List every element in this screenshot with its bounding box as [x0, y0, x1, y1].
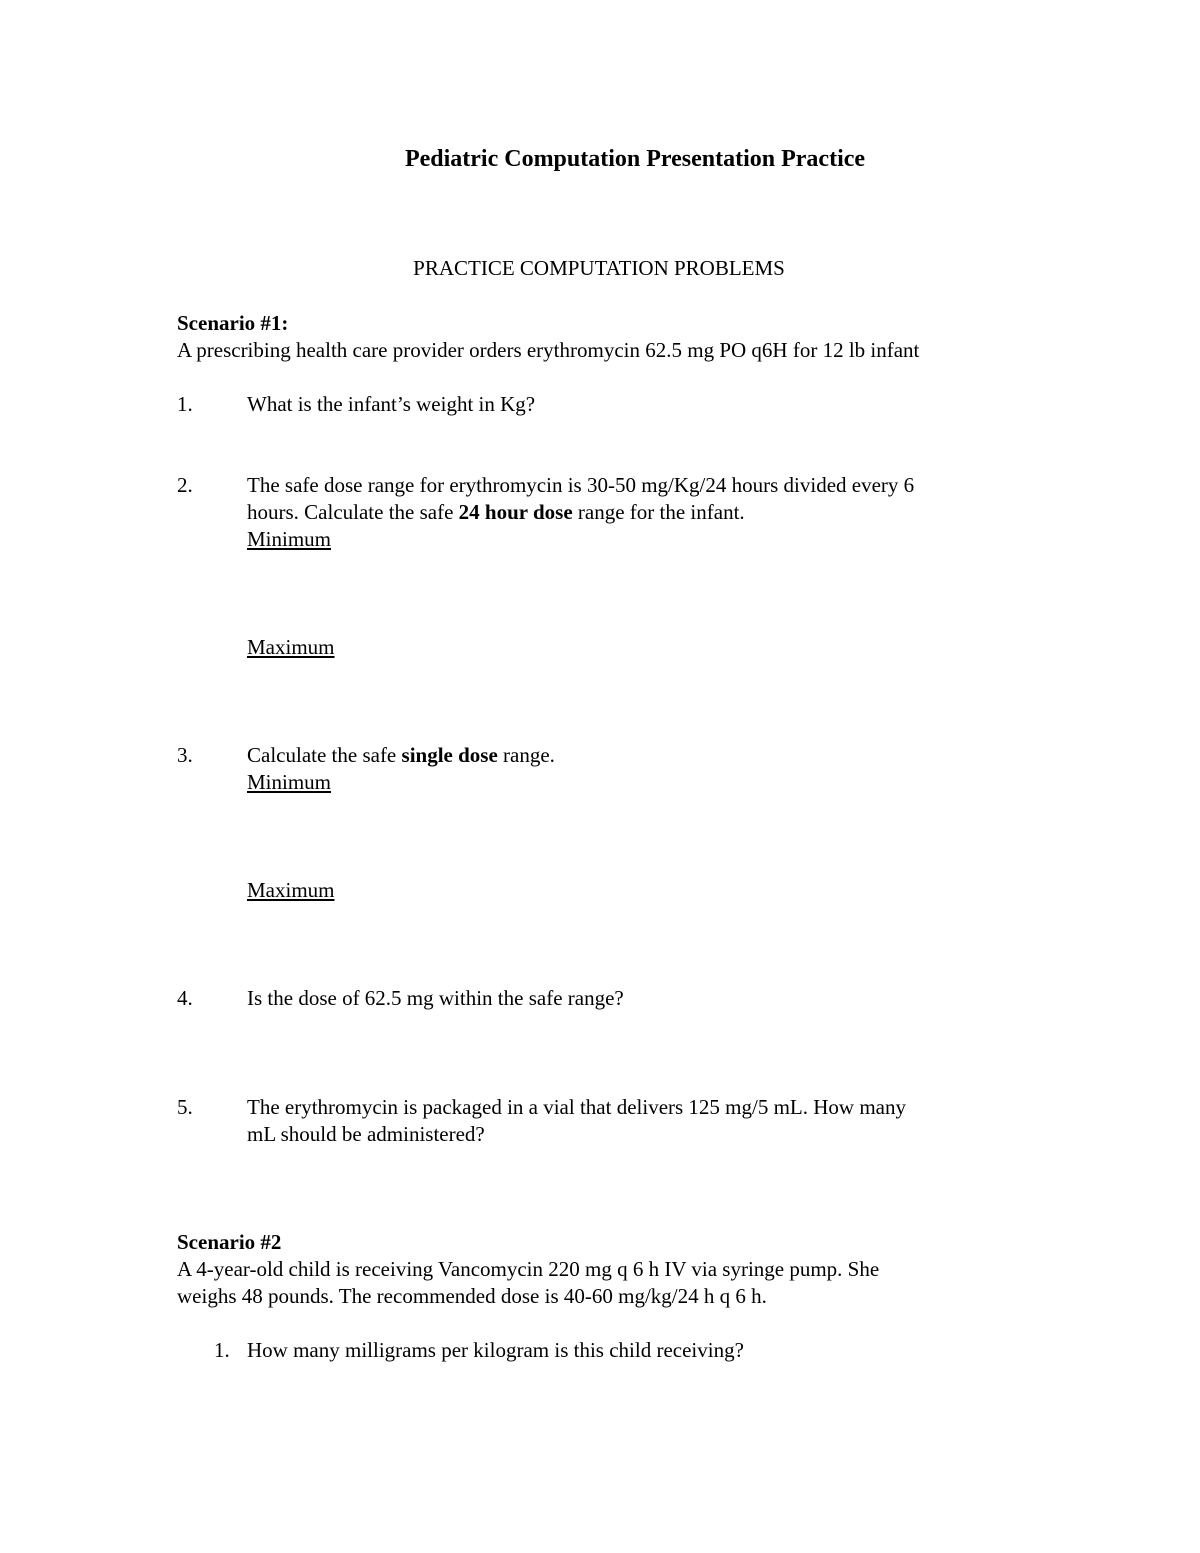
scenario-2-intro: weighs 48 pounds. The recommended dose is 40-60 mg/kg/24 h q 6 h. [177, 1284, 767, 1308]
question-text [247, 499, 745, 526]
question-text: mL should be administered? [247, 1122, 485, 1146]
question-text: What is the infant’s weight in Kg? [247, 392, 536, 416]
emphasis-text: 24 hour dose [458, 500, 573, 524]
question-number: 1. [214, 1338, 230, 1362]
maximum-label: Maximum [247, 635, 335, 659]
question-text-part: range for the infant. [572, 500, 745, 524]
scenario-1-intro: A prescribing health care provider orders erythromycin 62.5 mg PO q6H for 12 lb infant [177, 338, 920, 362]
scenario-2-heading: Scenario #2 [177, 1230, 282, 1254]
maximum-label: Maximum [247, 878, 335, 902]
question-text: How many milligrams per kilogram is this child receiving? [247, 1338, 744, 1362]
question-number: 2. [177, 473, 193, 497]
section-heading: PRACTICE COMPUTATION PROBLEMS [413, 256, 785, 280]
question-text-part: hours. Calculate the safe [247, 500, 459, 524]
question-number: 5. [177, 1095, 193, 1119]
emphasis-text: single dose [401, 743, 498, 767]
question-number: 1. [177, 392, 193, 416]
question-text-part: Calculate the safe [247, 743, 402, 767]
question-text: Is the dose of 62.5 mg within the safe range? [247, 986, 624, 1010]
scenario-2-intro: A 4-year-old child is receiving Vancomycin 220 mg q 6 h IV via syringe pump. She [177, 1257, 880, 1281]
question-number: 3. [177, 743, 193, 767]
question-number: 4. [177, 986, 193, 1010]
question-text-part: range. [497, 743, 555, 767]
minimum-label: Minimum [247, 770, 332, 794]
question-text: The erythromycin is packaged in a vial that delivers 125 mg/5 mL. How many [247, 1095, 906, 1119]
scenario-1-heading: Scenario #1: [177, 311, 289, 335]
document-title: Pediatric Computation Presentation Practice [404, 146, 866, 172]
question-text: The safe dose range for erythromycin is 30-50 mg/Kg/24 hours divided every 6 [247, 473, 915, 497]
minimum-label: Minimum [247, 527, 332, 551]
question-text [247, 742, 555, 769]
